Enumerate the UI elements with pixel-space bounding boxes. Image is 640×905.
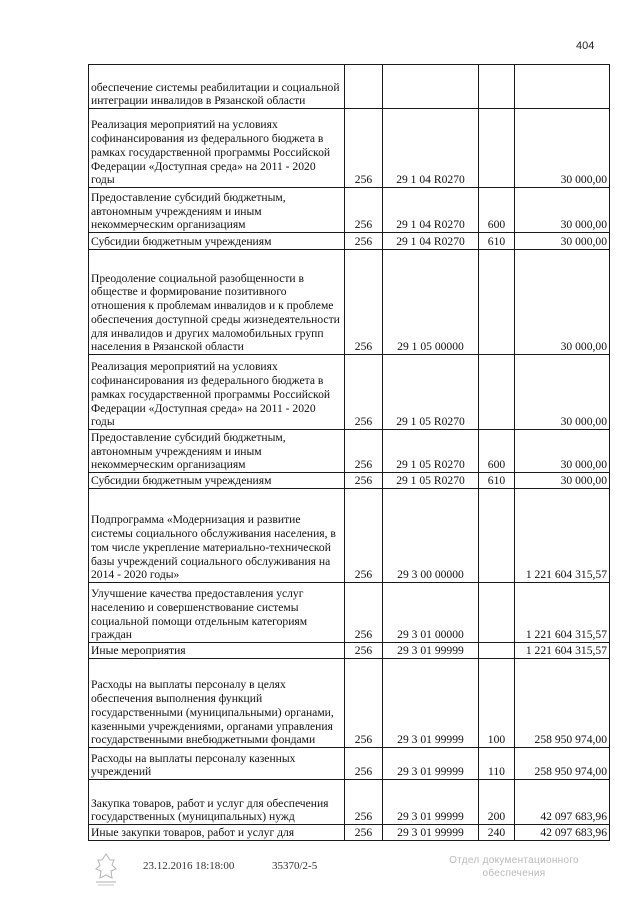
row-code: 256 — [345, 430, 383, 473]
row-name: Улучшение качества предоставления услуг населению и совершенствование системы социальной помощи отдельным категориям граждан — [89, 583, 345, 643]
row-name: Иные закупки товаров, работ и услуг для — [89, 825, 345, 841]
table-row — [89, 109, 610, 188]
row-expense-type: 600 — [479, 188, 515, 233]
row-amount: 30 000,00 — [515, 250, 610, 355]
table-row — [89, 748, 610, 780]
row-amount: 30 000,00 — [515, 233, 610, 250]
table-row — [89, 583, 610, 643]
row-amount: 1 221 604 315,57 — [515, 489, 610, 583]
row-amount: 30 000,00 — [515, 188, 610, 233]
table-row — [89, 430, 610, 473]
row-name: Реализация мероприятий на условиях софинансирования из федерального бюджета в рамках государственной программы Российской Федерации «Доступная среда» на 2011 - 2020 годы — [89, 355, 345, 430]
table-row — [89, 188, 610, 233]
row-expense-type — [479, 250, 515, 355]
row-code: 256 — [345, 583, 383, 643]
row-expense-type — [479, 583, 515, 643]
table-row — [89, 355, 610, 430]
row-code: 256 — [345, 109, 383, 188]
row-target-article: 29 1 05 R0270 — [383, 430, 479, 473]
row-amount: 30 000,00 — [515, 430, 610, 473]
table-row — [89, 825, 610, 841]
row-target-article: 29 3 00 00000 — [383, 489, 479, 583]
row-target-article: 29 1 05 R0270 — [383, 355, 479, 430]
row-code: 256 — [345, 659, 383, 748]
row-expense-type — [479, 489, 515, 583]
office-stamp — [440, 854, 588, 880]
row-target-article: 29 1 04 R0270 — [383, 109, 479, 188]
row-name: обеспечение системы реабилитации и социальной интеграции инвалидов в Рязанской области — [89, 65, 345, 109]
budget-table — [88, 64, 610, 841]
row-expense-type: 100 — [479, 659, 515, 748]
page-footer — [0, 852, 640, 892]
row-name: Расходы на выплаты персоналу в целях обеспечения выполнения функций государственными (муниципальными) органами, казенными учреждениями, органами управления государственными внебюджетными фондами — [89, 659, 345, 748]
row-code: 256 — [345, 233, 383, 250]
row-target-article: 29 1 04 R0270 — [383, 233, 479, 250]
row-name: Реализация мероприятий на условиях софинансирования из федерального бюджета в рамках государственной программы Российской Федерации «Доступная среда» на 2011 - 2020 годы — [89, 109, 345, 188]
row-name: Закупка товаров, работ и услуг для обеспечения государственных (муниципальных) нужд — [89, 780, 345, 825]
row-expense-type: 240 — [479, 825, 515, 841]
row-amount: 258 950 974,00 — [515, 659, 610, 748]
row-amount: 1 221 604 315,57 — [515, 643, 610, 659]
stamp-line: Отдел документационного — [449, 855, 579, 866]
page-number: 404 — [576, 40, 595, 52]
table-row — [89, 780, 610, 825]
row-amount — [515, 65, 610, 109]
row-name: Расходы на выплаты персоналу казенных учреждений — [89, 748, 345, 780]
row-code: 256 — [345, 748, 383, 780]
row-expense-type: 610 — [479, 233, 515, 250]
row-expense-type: 200 — [479, 780, 515, 825]
row-name: Субсидии бюджетным учреждениям — [89, 473, 345, 489]
row-target-article — [383, 65, 479, 109]
row-target-article: 29 3 01 99999 — [383, 659, 479, 748]
row-target-article: 29 3 01 99999 — [383, 825, 479, 841]
table-row — [89, 473, 610, 489]
footer-document-number: 35370/2-5 — [272, 860, 318, 872]
row-name: Подпрограмма «Модернизация и развитие системы социального обслуживания населения, в том числе укрепление материально-технической базы учреждений социального обслуживания на 2014 - 2020 годы» — [89, 489, 345, 583]
table-row — [89, 659, 610, 748]
row-expense-type: 110 — [479, 748, 515, 780]
row-amount: 30 000,00 — [515, 109, 610, 188]
row-target-article: 29 3 01 99999 — [383, 748, 479, 780]
row-amount: 30 000,00 — [515, 473, 610, 489]
row-expense-type — [479, 643, 515, 659]
row-amount: 42 097 683,96 — [515, 825, 610, 841]
row-target-article: 29 3 01 99999 — [383, 643, 479, 659]
row-code: 256 — [345, 188, 383, 233]
row-code: 256 — [345, 355, 383, 430]
row-amount: 42 097 683,96 — [515, 780, 610, 825]
row-name: Иные мероприятия — [89, 643, 345, 659]
row-code: 256 — [345, 825, 383, 841]
table-row — [89, 643, 610, 659]
row-expense-type — [479, 109, 515, 188]
emblem-icon — [92, 852, 120, 886]
table-row — [89, 250, 610, 355]
row-name: Предоставление субсидий бюджетным, автономным учреждениям и иным некоммерческим организациям — [89, 188, 345, 233]
row-code: 256 — [345, 643, 383, 659]
row-code — [345, 65, 383, 109]
row-code: 256 — [345, 780, 383, 825]
stamp-line: обеспечения — [482, 868, 546, 879]
row-target-article: 29 3 01 99999 — [383, 780, 479, 825]
table-row — [89, 233, 610, 250]
row-expense-type: 600 — [479, 430, 515, 473]
row-expense-type — [479, 355, 515, 430]
row-target-article: 29 1 04 R0270 — [383, 188, 479, 233]
row-target-article: 29 1 05 00000 — [383, 250, 479, 355]
row-expense-type — [479, 65, 515, 109]
table-row — [89, 65, 610, 109]
row-code: 256 — [345, 489, 383, 583]
row-amount: 258 950 974,00 — [515, 748, 610, 780]
row-target-article: 29 1 05 R0270 — [383, 473, 479, 489]
row-expense-type: 610 — [479, 473, 515, 489]
row-amount: 30 000,00 — [515, 355, 610, 430]
row-code: 256 — [345, 250, 383, 355]
footer-date: 23.12.2016 18:18:00 — [143, 860, 235, 872]
row-code: 256 — [345, 473, 383, 489]
row-name: Субсидии бюджетным учреждениям — [89, 233, 345, 250]
row-target-article: 29 3 01 00000 — [383, 583, 479, 643]
table-row — [89, 489, 610, 583]
row-name: Предоставление субсидий бюджетным, автономным учреждениям и иным некоммерческим организациям — [89, 430, 345, 473]
row-amount: 1 221 604 315,57 — [515, 583, 610, 643]
row-name: Преодоление социальной разобщенности в обществе и формирование позитивного отношения к проблемам инвалидов и к проблеме обеспечения доступной среды жизнедеятельности для инвалидов и других маломобильных групп населения в Рязанской области — [89, 250, 345, 355]
